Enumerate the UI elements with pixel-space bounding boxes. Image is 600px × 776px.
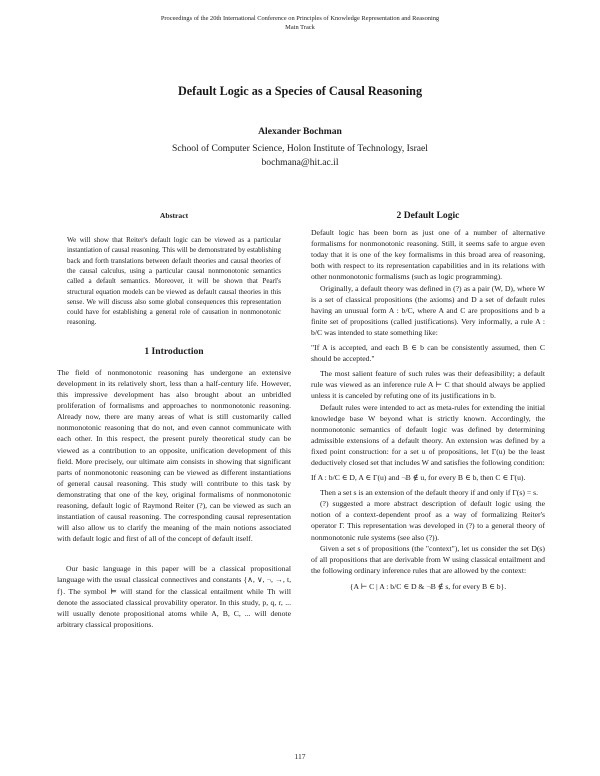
default-logic-paragraph-1: Default logic has been born as just one of a number of alternative formalisms for nonmonotonic reasoning. Still, it seems safe to argue even today that it is one of the key formalisms in this broad area of reasoning, both with respect to its representation capabilities and in its relations with other nonmonotonic formalisms (such as logic programming). [311, 228, 545, 282]
default-rule-quote: "If A is accepted, and each B ∈ b can be consistently assumed, then C should be accepted." [311, 343, 545, 364]
default-logic-paragraph-2: Originally, a default theory was defined in (?) as a pair (W, D), where W is a set of classical propositions (the axioms) and D a set of default rules having an unusual form A : b/C, where A and C are propositions and b a finite set of propositions (called justifications). Very informally, a rule A : b/C was intended to state something like: [311, 283, 545, 337]
section-heading-introduction: 1 Introduction [144, 345, 204, 357]
intro-paragraph-2: Our basic language in this paper will be a classical propositional language with the usual classical connectives and constants {∧, ∨, ¬, →, t, f}. The symbol ⊨ will stand for the classical entailment while Th will denote the associated classical provability operator. In this study, p, q, r, ... will usually denote propositional atoms while A, B, C, ... will denote arbitrary classical propositions. [57, 564, 291, 629]
paper-title: Default Logic as a Species of Causal Reasoning [177, 84, 423, 98]
author-name: Alexander Bochman [258, 126, 342, 137]
default-logic-paragraph-3: The most salient feature of such rules was their defeasibility; a default rule was viewed as an inference rule A ⊢ C that should always be applied unless it is canceled by refuting one of its justifications in b. [311, 369, 545, 401]
author-affiliation: School of Computer Science, Holon Institute of Technology, Israel [172, 143, 428, 154]
intro-paragraph-1: The field of nonmonotonic reasoning has undergone an extensive development in its relatively short, less than a half-century life. However, this impressive development has also brought about an unbridled proliferation of formalisms and approaches to nonmonotonic reasoning. Already now, there are many areas of what is still customarily called nonmonotonic reasoning that do not, and even cannot communicate with each other. In this respect, the present purely theoretical study can be viewed as a contribution to an opposite, unification development of this field. More precisely, our ultimate aim consists in showing that significant parts of nonmonotonic reasoning can be viewed as different instantiations of general causal reasoning. This study will contribute to this task by demonstrating that one of the key, original formalisms of nonmonotonic reasoning, default logic of Raymond Reiter (?), can be viewed as such an instantiation of causal reasoning. The corresponding causal representation will also allow us to clarify the meaning of the main notions associated with default logic and first of all of the concept of default itself. [57, 367, 291, 544]
abstract-body: We will show that Reiter's default logic can be viewed as a particular instantiation of causal reasoning. This will be demonstrated by establishing back and forth translations between default theories and causal theories of the causal calculus, using a particular causal nonmonotonic semantics called a default semantics. Moreover, it will be shown that Pearl's structural equation models can be viewed as default causal theories in this sense. We will discuss also some global consequences this representation could have for establishing a general role of causation in nonmonotonic reasoning. [67, 236, 281, 327]
default-logic-paragraph-7: Given a set s of propositions (the "context"), let us consider the set D(s) of all propositions that are derivable from W using classical entailment and the following ordinary inference rules that are allowed by the context: [311, 543, 545, 575]
page-number: 117 [294, 752, 306, 761]
author-affiliation-block [0, 142, 600, 170]
track-line: Main Track [285, 24, 315, 31]
abstract-heading: Abstract [159, 211, 189, 220]
proceedings-header [0, 14, 600, 32]
extension-condition: If A : b/C ∈ D, A ∈ Γ(u) and ¬B ∉ u, for every B ∈ b, then C ∈ Γ(u). [311, 473, 526, 483]
author-email: bochmana@hit.ac.il [261, 157, 339, 168]
abstract-block [57, 235, 291, 328]
section-heading-default-logic: 2 Default Logic [396, 210, 460, 221]
default-logic-paragraph-6: (?) suggested a more abstract description of default logic using the notion of a context-dependent proof as a way of formalizing Reiter's operator Γ. This representation was developed in (?) to a general theory of nonmonotonic rule systems (see also (?)). [311, 499, 545, 542]
default-logic-paragraph-5: Then a set s is an extension of the default theory if and only if Γ(s) = s. [320, 488, 538, 498]
right-column [311, 210, 545, 592]
proceedings-line: Proceedings of the 20th International Conference on Principles of Knowledge Representation and Reasoning [160, 15, 440, 22]
context-inference-formula: {A ⊢ C | A : b/C ∈ D & ¬B ∉ s, for every B ∈ b}. [349, 581, 507, 591]
default-logic-paragraph-4: Default rules were intended to act as meta-rules for extending the initial knowledge base W beyond what is strictly known. Accordingly, the nonmonotonic semantics of default logic was defined by determining admissible extensions of a default theory. An extension was defined by a fixed point construction: for a set u of propositions, let Γ(u) be the least deductively closed set that includes W and satisfies the following condition: [311, 402, 545, 467]
left-column [57, 210, 291, 630]
